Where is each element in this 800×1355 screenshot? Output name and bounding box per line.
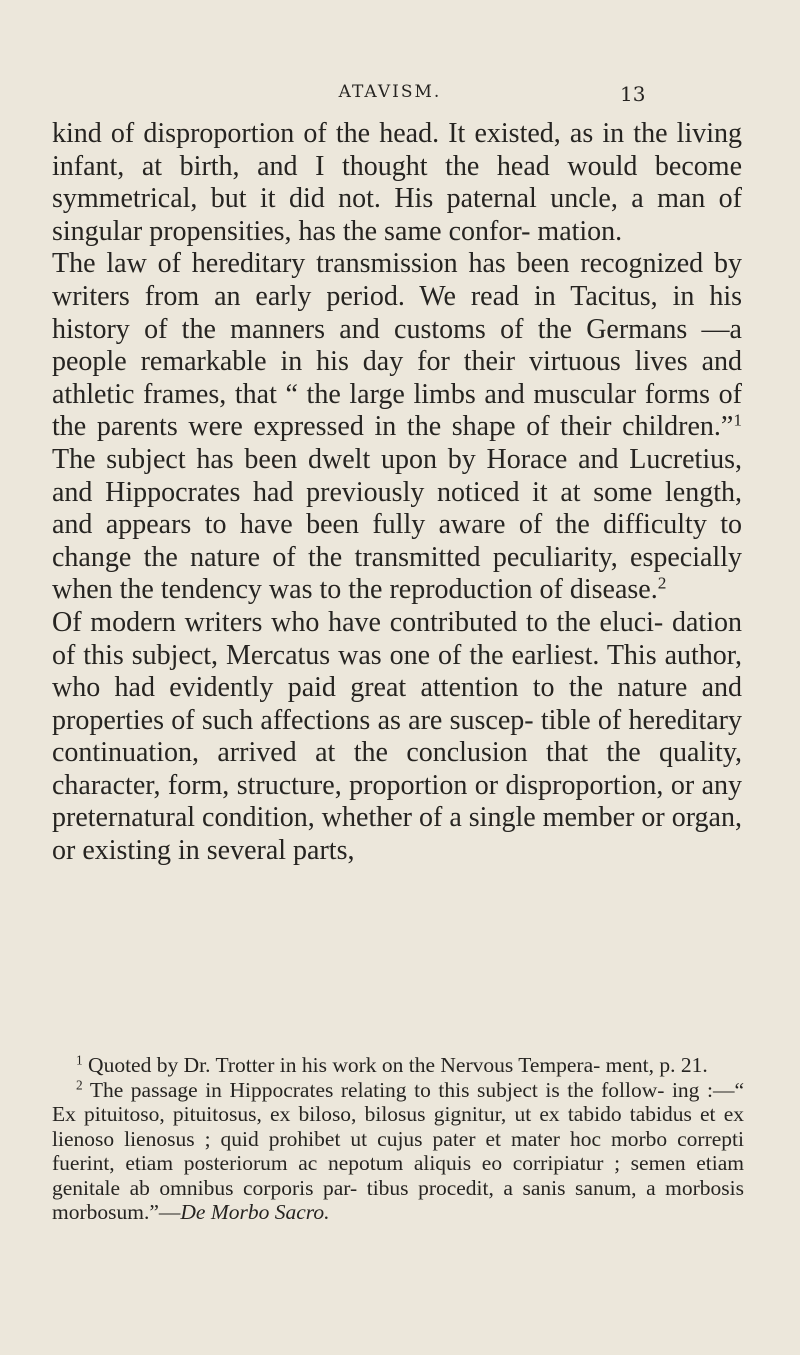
paragraph-hereditary-law	[52, 248, 742, 607]
footnotes	[52, 1053, 744, 1225]
footnote-ref-1: 1	[733, 410, 742, 430]
paragraph-2-text-b: The subject has been dwelt upon by Horace and Lucretius, and Hippocrates had previously noticed it at some length, and appears to have been fully aware of the difficulty to change the nature of the transmitted peculiarity, especially when the tendency was to the reproduction of disease.	[52, 443, 742, 606]
running-head	[0, 82, 800, 108]
paragraph-modern-writers	[52, 607, 742, 868]
paragraph-3-text: Of modern writers who have contributed to the eluci- dation of this subject, Mercatus was one of the earliest. This author, who had evidently paid great attention to the nature and properties of such affections as are suscep- tible of hereditary continuation, arrived at the conclusion that the quality, character, form, structure, proportion or disproportion, or any preternatural condition, whether of a single member or organ, or existing in several parts,	[52, 606, 742, 867]
paragraph-continued	[52, 118, 742, 248]
footnote-ref-2: 2	[657, 573, 667, 593]
footnote-2	[52, 1078, 744, 1225]
paragraph-2-text-a: The law of hereditary transmission has been recognized by writers from an early period. We read in Tacitus, in his history of the manners and customs of the Germans —a people remarkable in his day for their virtuous lives and athletic frames, that “ the large limbs and muscular forms of the parents were expressed in the shape of their children.”	[52, 248, 742, 443]
footnote-1-mark: 1	[76, 1052, 83, 1068]
footnote-2-source: De Morbo Sacro.	[180, 1200, 330, 1224]
body-text	[52, 118, 742, 868]
paragraph-1-text: kind of disproportion of the head. It existed, as in the living infant, at birth, and I thought the head would become symmetrical, but it did not. His paternal uncle, a man of singular propensities, has the same confor- mation.	[52, 118, 742, 247]
footnote-1-text: Quoted by Dr. Trotter in his work on the Nervous Tempera- ment, p. 21.	[82, 1053, 708, 1077]
page-number: 13	[620, 82, 646, 106]
footnote-2-mark: 2	[76, 1077, 83, 1093]
footnote-2-text: The passage in Hippocrates relating to this subject is the follow- ing :—“ Ex pituitoso, pituitosus, ex biloso, bilosus gignitur, ut ex tabido tabidus et ex lienoso lienosus ; quid prohibet ut cujus pater et mater hoc morbo correpti fuerint, etiam posteriorum ac nepotum aliquis eo corripiatur ; semen etiam genitale ab omnibus corporis par- tibus procedit, a sanis sanum, a morbosis morbosum.”—	[52, 1077, 744, 1224]
footnote-1	[52, 1053, 744, 1078]
running-title: ATAVISM.	[338, 82, 442, 102]
